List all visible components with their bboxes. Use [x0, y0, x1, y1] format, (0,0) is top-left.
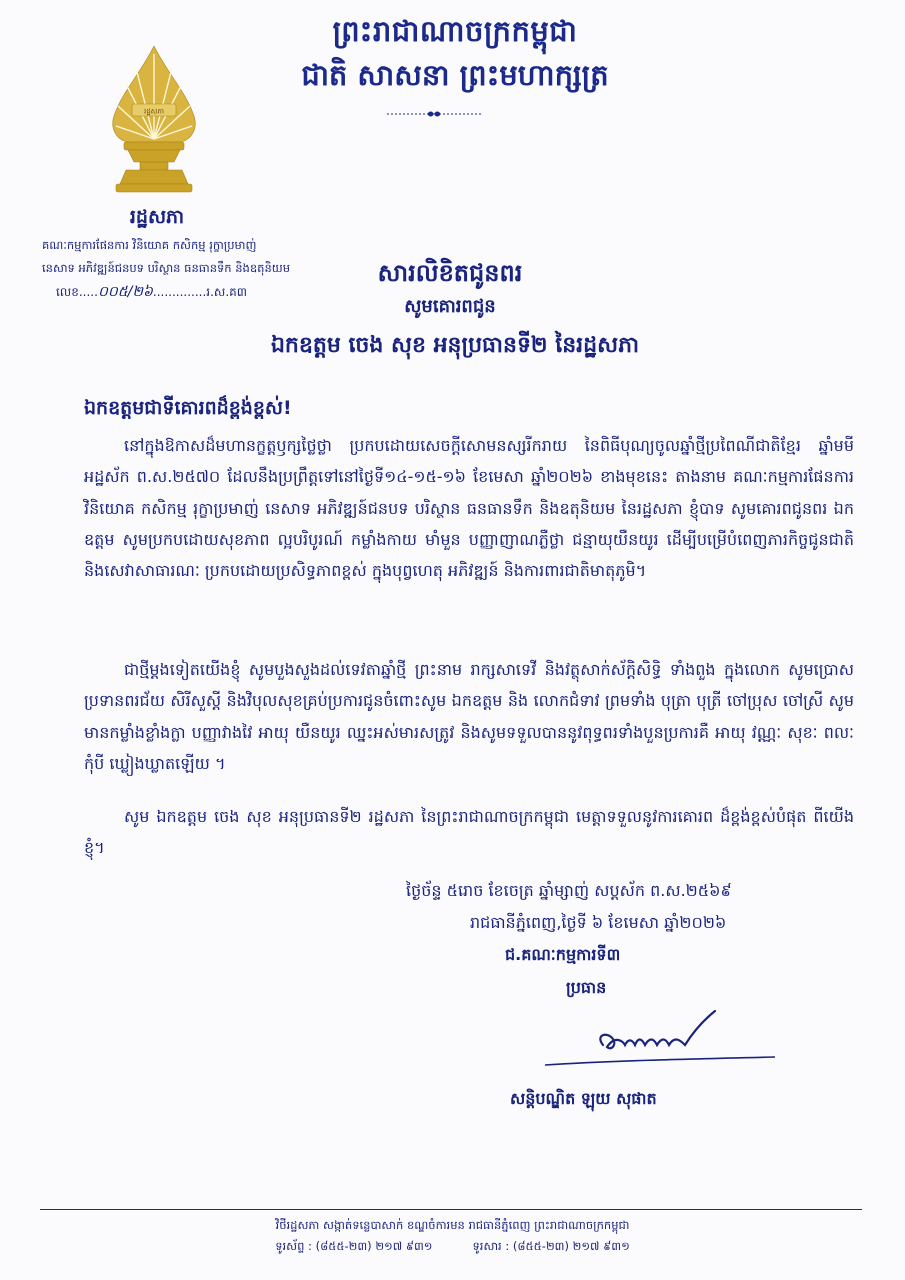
footer-contacts — [0, 1239, 905, 1256]
commission-line-2: នេសាទ អភិវឌ្ឍន៍ជនបទ បរិស្ថាន ធនធានទឹក និងឧតុនិយម — [42, 261, 290, 275]
emblem-label: រដ្ឋសភា — [144, 107, 164, 116]
signature-icon — [545, 1005, 775, 1075]
commission-line-1: គណៈកម្មការផែនការ វិនិយោគ កសិកម្ម រុក្ខាប្រមាញ់ — [42, 238, 257, 252]
lunar-date: ថ្ងៃច័ន្ទ ៥រោច ខែចេត្រ ឆ្នាំម្សាញ់ សប្តស័ក ព.ស.២៥៦៩ — [406, 881, 732, 900]
reference-suffix: ..............រ.ស.គ៣ — [152, 285, 248, 299]
footer-fax: ទូរសារ : (៨៥៥-២៣) ២១៧ ៩៣១ — [472, 1239, 630, 1253]
reference-number — [56, 282, 247, 303]
kingdom-heading: ព្រះរាជាណាចក្រកម្ពុជា — [332, 14, 578, 48]
signer-role: ប្រធាន — [566, 978, 607, 997]
paragraph-3: សូម ឯកឧត្តម ចេង សុខ អនុប្រធានទី២ រដ្ឋសភា នៃព្រះរាជាណាចក្រកម្ពុជា មេត្តាទទួលនូវការគោរព ដ៏ខ្ពង់ខ្ពស់បំផុត ពីយើងខ្ញុំ។ — [84, 807, 854, 858]
reference-prefix: លេខ..... — [56, 285, 98, 299]
respect-line: សូមគោរពជូន — [404, 296, 496, 317]
reference-handwritten: ០០៥/២៦ — [97, 284, 153, 300]
footer-address: វិថីរដ្ឋសភា សង្កាត់ទន្លេបាសាក់ ខណ្ឌចំការមន រាជធានីភ្នំពេញ ព្រះរាជាណាចក្រកម្ពុជា — [275, 1218, 630, 1232]
letter-title: សារលិខិតជូនពរ — [377, 259, 523, 287]
committee-name: ជ.គណៈកម្មការទី៣ — [505, 945, 621, 964]
footer-divider — [40, 1209, 862, 1210]
commission-name — [42, 234, 290, 280]
solar-date: រាជធានីភ្នំពេញ,ថ្ងៃទី ៦ ខែមេសា ឆ្នាំ២០២៦ — [470, 913, 727, 932]
national-motto: ជាតិ សាសនា ព្រះមហាក្សត្រ — [301, 58, 609, 92]
signer-name: សន្តិបណ្ឌិត ឡុយ សុផាត — [510, 1089, 657, 1108]
paragraph-2: ជាថ្មីម្តងទៀតយើងខ្ញុំ សូមបួងសួងដល់ទេវតាឆ្នាំថ្មី ព្រះនាម រាក្សសាទេវី និងវត្ថុសាក់ស័ក្តិសិទ្ធិ ទាំងពួង ក្នុងលោក សូមប្រោសប្រទានពរជ័យ សិរីសួស្តី និងវិបុលសុខគ្រប់ប្រការជូនចំពោះសូម ឯកឧត្តម និង លោកជំទាវ ព្រមទាំង បុត្រា បុត្រី ចៅប្រុស ចៅស្រី សូមមានកម្លាំងខ្លាំងក្លា បញ្ញាវាងវៃ អាយុ យឺនយូរ ឈ្នះអស់មារសត្រូវ និងសូមទទួលបាននូវពុទ្ធពរទាំងបួនប្រការគឺ អាយុ វណ្ណៈ សុខៈ ពលៈ កុំបី ឃ្លៀងឃ្លាតឡើយ ។ — [84, 660, 855, 773]
issuer-institution: រដ្ឋសភា — [129, 206, 185, 228]
recipient-line: ឯកឧត្តម ចេង សុខ អនុប្រធានទី២ នៃរដ្ឋសភា — [270, 333, 640, 358]
ornament-divider-icon — [387, 108, 481, 120]
footer-phone: ទូរស័ព្ទ : (៨៥៥-២៣) ២១៧ ៩៣១ — [275, 1239, 433, 1253]
salutation: ឯកឧត្តមជាទីគោរពដ៏ខ្ពង់ខ្ពស់! — [84, 397, 292, 419]
paragraph-1: នៅក្នុងឱកាសដ៏មហានក្ខត្តឫក្សថ្លៃថ្លា ប្រកបដោយសេចក្តីសោមនស្សរីករាយ នៃពិធីបុណ្យចូលឆ្នាំថ្មីប្រពៃណីជាតិខ្មែរ ឆ្នាំមមី អដ្ឋស័ក ព.ស.២៥៧០ ដែលនឹងប្រព្រឹត្តទៅនៅថ្ងៃទី១៤-១៥-១៦ ខែមេសា ឆ្នាំ២០២៦ ខាងមុខនេះ តាងនាម គណៈកម្មការផែនការ វិនិយោគ កសិកម្ម រុក្ខាប្រមាញ់ នេសាទ អភិវឌ្ឍន៍ជនបទ បរិស្ថាន ធនធានទឹក និងឧតុនិយម នៃរដ្ឋសភា ខ្ញុំបាទ សូមគោរពជូនពរ ឯកឧត្តម សូមប្រកបដោយសុខភាព ល្អបរិបូរណ៍ កម្លាំងកាយ មាំមួន បញ្ញាញាណភ្លឺថ្លា ជន្មាយុយឺនយូរ ដើម្បីបម្រើបំពេញភារកិច្ចជូនជាតិ និងសេវាសាធារណៈ ប្រកបដោយប្រសិទ្ធភាពខ្ពស់ ក្នុងបុព្វហេតុ អភិវឌ្ឍន៍ និងការពារជាតិមាតុភូមិ។ — [84, 436, 855, 581]
parliament-emblem-icon — [104, 44, 204, 200]
